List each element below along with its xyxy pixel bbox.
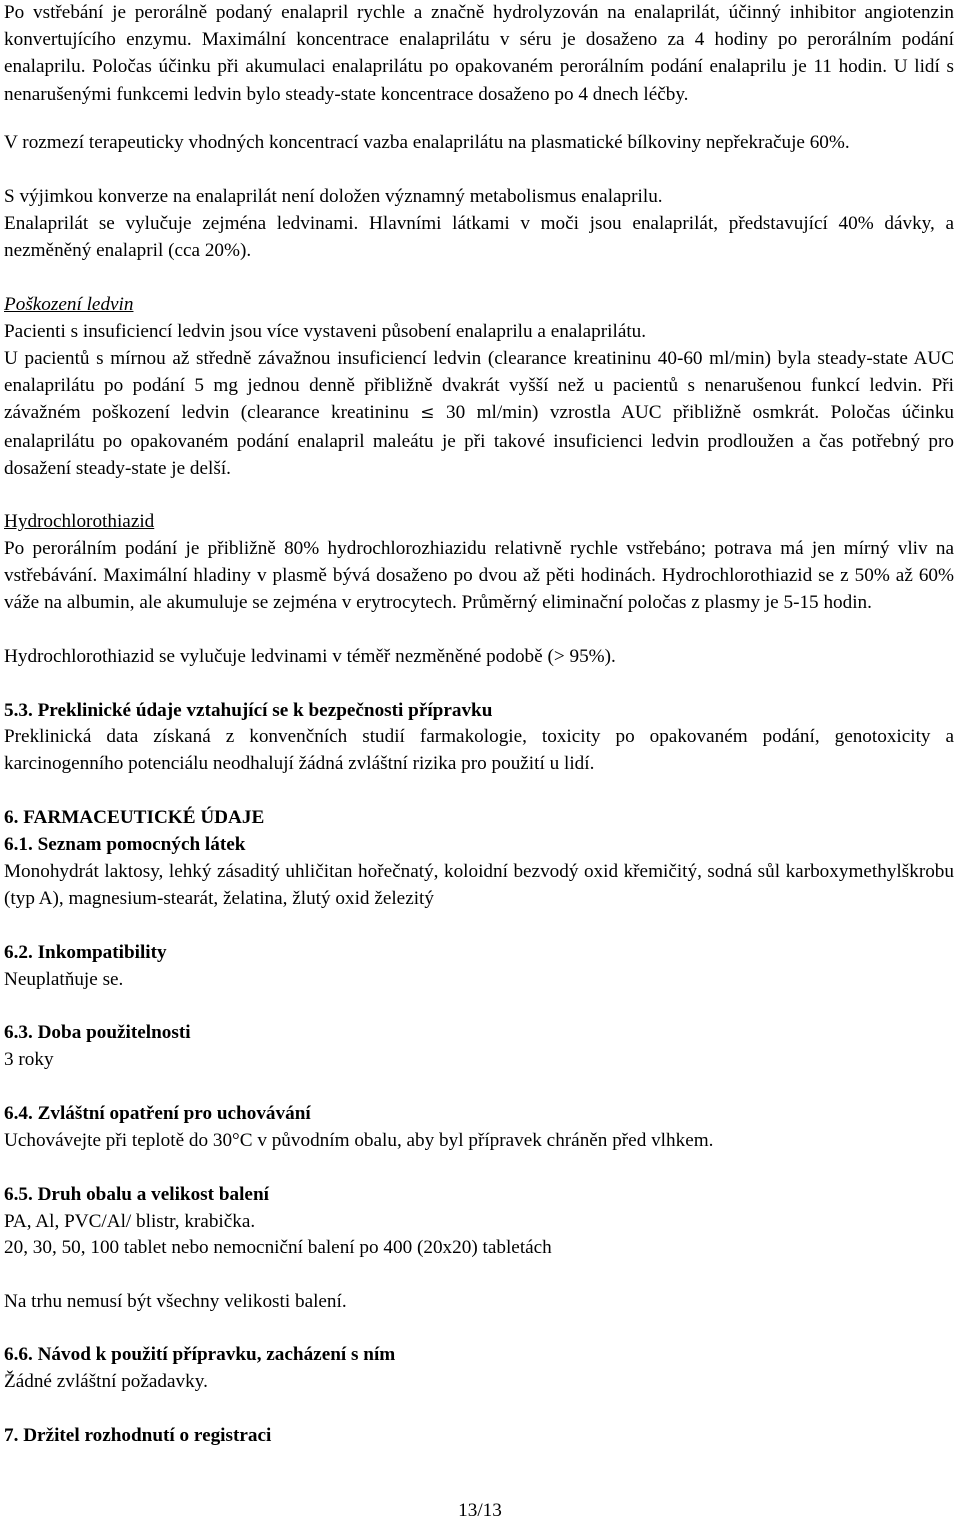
section-6-6-text: Žádné zvláštní požadavky. xyxy=(4,1371,208,1392)
hydrochlorothiazide-heading: Hydrochlorothiazid xyxy=(4,511,155,532)
section-6-2-heading: 6.2. Inkompatibility xyxy=(4,942,167,963)
hctz-paragraph-absorption: Po perorálním podání je přibližně 80% hydrochlorozhiazidu relativně rychle vstřebáno; potrava má jen mírný vliv na vstřebávání. Maximální hladiny v plasmě bývá dosaženo po dvou až pěti hodinách. Hydrochlorothiazid se z 50% až 60% váže na albumin, ale akumuluje se zejména v erytrocytech. Průměrný eliminační poločas z plasmy je 5-15 hodin. xyxy=(4,538,954,614)
renal-text-part2: 30 ml/min) vzrostla AUC přibližně osmkrát. Poločas účinku enalaprilátu po opakovaném podání enalapril maleátu je při takové insuficienci ledvin prodloužen a čas potřebný pro dosažení steady-state je delší. xyxy=(4,402,955,479)
renal-paragraph-auc xyxy=(4,345,954,482)
section-6-3-heading: 6.3. Doba použitelnosti xyxy=(4,1022,191,1043)
renal-text-part1: U pacientů s mírnou až středně závažnou insuficiencí ledvin (clearance kreatininu 40-60 ml/min) byla steady-state AUC enalaprilátu po podání 5 mg jednou denně přibližně dvakrát vyšší než u pacientů s nenarušenou funkcí ledvin. Při závažném poškození ledvin (clearance kreatininu xyxy=(4,348,954,424)
renal-impairment-heading: Poškození ledvin xyxy=(4,294,134,315)
pk-paragraph-absorption: Po vstřebání je perorálně podaný enalapril rychle a značně hydrolyzován na enalaprilát, účinný inhibitor angiotenzin konvertujícího enzymu. Maximální koncentrace enalaprilátu v séru je dosaženo za 4 hodiny po perorálním podání enalaprilu. Poločas účinku při akumulaci enalaprilátu po opakovaném perorálním podání enalaprilu je 11 hodin. U lidí s nenarušenými funkcemi ledvin bylo steady-state koncentrace dosaženo po 4 dnech léčby. xyxy=(4,2,954,105)
less-or-equal-symbol: ≤ xyxy=(420,403,435,424)
section-6-heading: 6. FARMACEUTICKÉ ÚDAJE xyxy=(4,807,265,828)
section-6-1-heading: 6.1. Seznam pomocných látek xyxy=(4,834,246,855)
section-5-3-heading: 5.3. Preklinické údaje vztahující se k bezpečnosti přípravku xyxy=(4,700,493,721)
section-7-heading: 7. Držitel rozhodnutí o registraci xyxy=(4,1425,272,1446)
section-6-6-heading: 6.6. Návod k použití přípravku, zacházení s ním xyxy=(4,1344,396,1365)
section-6-3-text: 3 roky xyxy=(4,1049,54,1070)
pk-paragraph-metabolism: S výjimkou konverze na enalaprilát není doložen významný metabolismus enalaprilu. xyxy=(4,186,663,207)
pk-paragraph-protein-binding: V rozmezí terapeuticky vhodných koncentrací vazba enalaprilátu na plasmatické bílkoviny nepřekračuje 60%. xyxy=(4,132,850,153)
section-6-2-text: Neuplatňuje se. xyxy=(4,969,124,990)
section-6-5-heading: 6.5. Druh obalu a velikost balení xyxy=(4,1184,269,1205)
section-5-3-text: Preklinická data získaná z konvenčních studií farmakologie, toxicity po opakovaném podání, genotoxicity a karcinogenního potenciálu neodhalují žádná zvláštní rizika pro použití u lidí. xyxy=(4,726,954,775)
section-6-5-packaging: PA, Al, PVC/Al/ blistr, krabička. xyxy=(4,1211,256,1232)
pk-paragraph-excretion: Enalaprilát se vylučuje zejména ledvinami. Hlavními látkami v moči jsou enalaprilát, představující 40% dávky, a nezměněný enalapril (cca 20%). xyxy=(4,213,954,262)
section-6-4-text: Uchovávejte při teplotě do 30°C v původním obalu, aby byl přípravek chráněn před vlhkem. xyxy=(4,1130,714,1151)
section-6-4-heading: 6.4. Zvláštní opatření pro uchovávání xyxy=(4,1103,311,1124)
renal-paragraph-exposure: Pacienti s insuficiencí ledvin jsou více vystaveni působení enalaprilu a enalaprilátu. xyxy=(4,321,647,342)
section-6-5-market-note: Na trhu nemusí být všechny velikosti balení. xyxy=(4,1291,347,1312)
hctz-paragraph-excretion: Hydrochlorothiazid se vylučuje ledvinami v téměř nezměněné podobě (> 95%). xyxy=(4,646,616,667)
section-6-5-pack-sizes: 20, 30, 50, 100 tablet nebo nemocniční balení po 400 (20x20) tabletách xyxy=(4,1237,552,1258)
section-6-1-text: Monohydrát laktosy, lehký zásaditý uhličitan hořečnatý, koloidní bezvodý oxid křemičitý, sodná sůl karboxymethylškrobu (typ A), magnesium-stearát, želatina, žlutý oxid železitý xyxy=(4,861,954,910)
page-number: 13/13 xyxy=(458,1500,502,1521)
